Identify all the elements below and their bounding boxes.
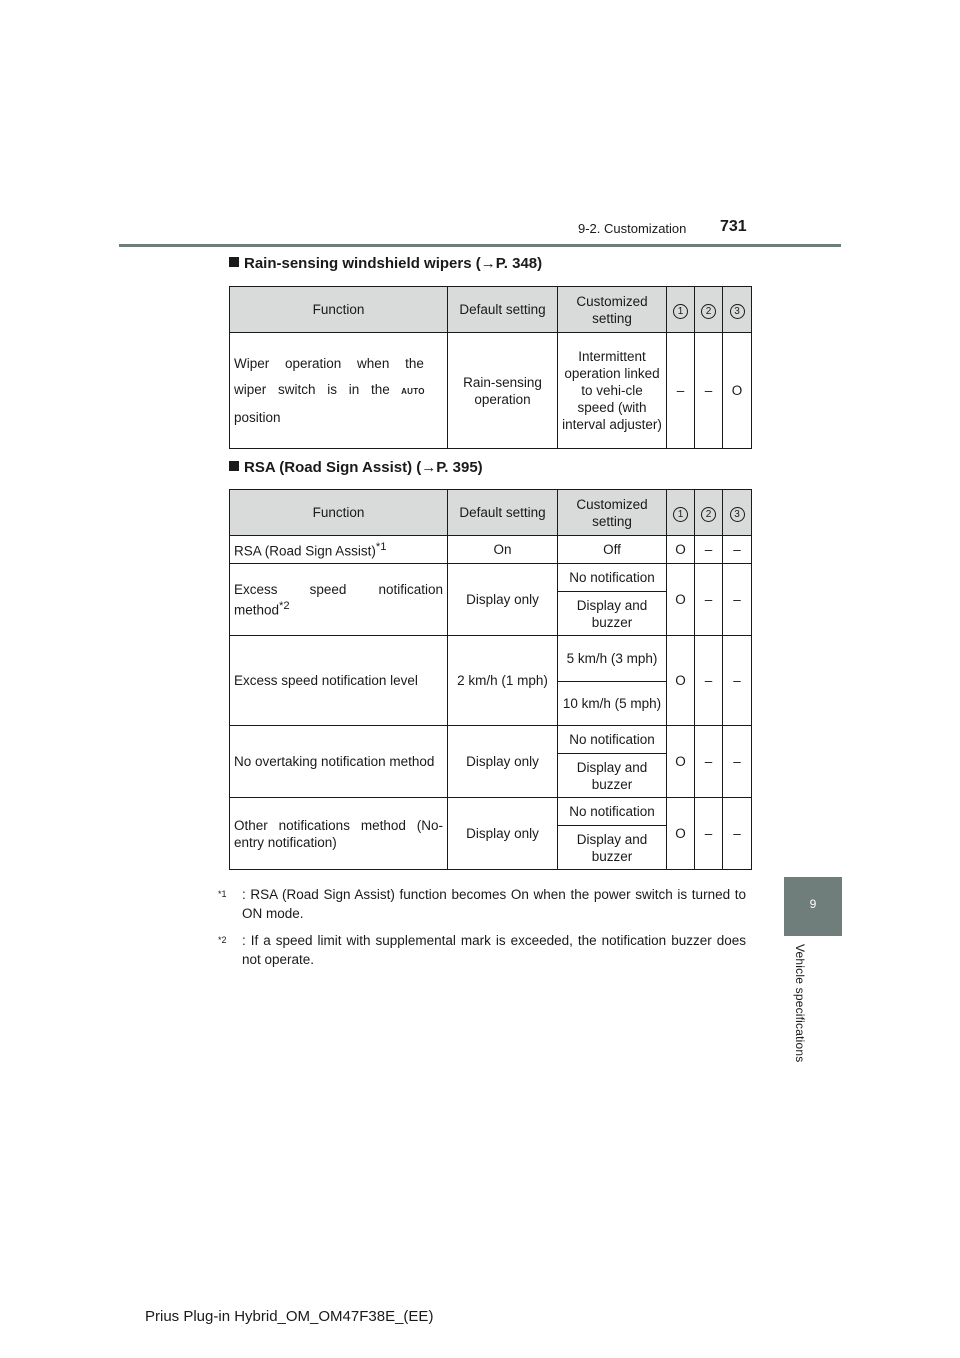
c1-cell: – [667,333,695,449]
page-number: 731 [720,218,747,235]
default-cell: On [448,536,558,564]
c3-cell: – [723,798,752,870]
default-cell: Display only [448,726,558,798]
chapter-number: 9 [809,897,817,911]
table-header-row [230,287,752,333]
footnote-2: $^{*2}$ : If a speed limit with supplemental mark is exceeded, the notification buzzer does not operate. [218,933,746,967]
c1-cell: O [667,564,695,636]
c2-cell: – [695,564,723,636]
c2-cell: – [695,536,723,564]
col-1: 1 [667,287,695,333]
footnote-1: $^{*1}$ : RSA (Road Sign Assist) function becomes On when the power switch is turned to ON mode. [218,887,746,921]
auto-icon: AUTO [401,386,425,396]
col-2: 2 [695,490,723,536]
document-footer: Prius Plug-in Hybrid_OM_OM47F38E_(EE) [145,1308,434,1325]
function-cell: Other notifications method (No-entry notification) [230,798,448,870]
table-row [230,536,752,564]
col-3: 3 [723,490,752,536]
customized-cell: Display and buzzer [558,754,667,798]
c2-cell: – [695,636,723,726]
table-row [230,564,752,592]
col-3: 3 [723,287,752,333]
table-row [230,798,752,826]
function-cell: RSA (Road Sign Assist)$^{*1}$ [230,536,448,564]
square-bullet-icon [229,257,239,267]
rsa-settings-table [229,489,752,870]
c3-cell: – [723,726,752,798]
function-cell: Wiper operation when the wiper switch is in the AUTO position [230,333,448,449]
square-bullet-icon [229,461,239,471]
table-header-row [230,490,752,536]
c1-cell: O [667,798,695,870]
customized-cell: No notification [558,798,667,826]
default-cell: Display only [448,798,558,870]
col-customized: Customized setting [558,287,667,333]
table-row [230,636,752,682]
header-rule [119,244,841,247]
c1-cell: O [667,536,695,564]
c3-cell: O [723,333,752,449]
default-cell: 2 km/h (1 mph) [448,636,558,726]
section-header: 9-2. Customization [578,221,687,236]
section-title-wipers: Rain-sensing windshield wipers (→P. 348) [229,255,542,272]
chapter-label: Vehicle specifications [793,944,807,1063]
c3-cell: – [723,564,752,636]
c3-cell: – [723,636,752,726]
c2-cell: – [695,333,723,449]
col-default: Default setting [448,287,558,333]
table-row [230,333,752,449]
col-default: Default setting [448,490,558,536]
customized-cell: Display and buzzer [558,592,667,636]
c2-cell: – [695,726,723,798]
col-1: 1 [667,490,695,536]
customized-cell: Display and buzzer [558,826,667,870]
function-cell: Excess speed notification level [230,636,448,726]
c3-cell: – [723,536,752,564]
col-function: Function [230,490,448,536]
section-title-rsa: RSA (Road Sign Assist) (→P. 395) [229,459,483,476]
customized-cell: Off [558,536,667,564]
c1-cell: O [667,726,695,798]
function-cell: No overtaking notification method [230,726,448,798]
col-customized: Customized setting [558,490,667,536]
default-cell: Display only [448,564,558,636]
table-row [230,726,752,754]
c2-cell: – [695,798,723,870]
c1-cell: O [667,636,695,726]
wiper-settings-table [229,286,752,449]
default-cell: Rain-sensing operation [448,333,558,449]
customized-cell: No notification [558,564,667,592]
col-function: Function [230,287,448,333]
customized-cell: 5 km/h (3 mph) [558,636,667,682]
customized-cell: Intermittent operation linked to vehi-cle speed (with interval adjuster) [558,333,667,449]
customized-cell: 10 km/h (5 mph) [558,682,667,726]
col-2: 2 [695,287,723,333]
function-cell: Excess speed notification method$^{*2}$ [230,564,448,636]
customized-cell: No notification [558,726,667,754]
